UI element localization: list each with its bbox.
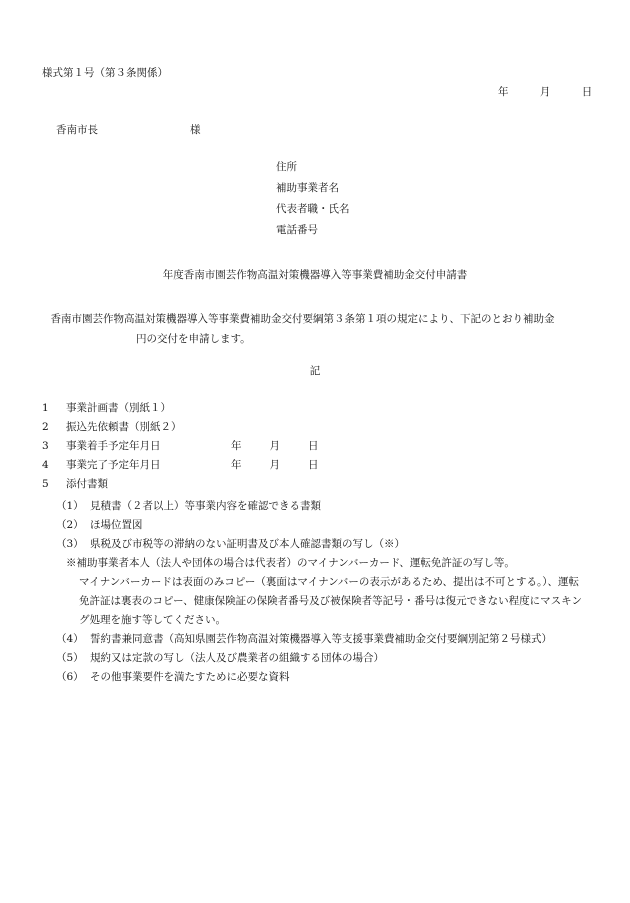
end-day-label: 日 bbox=[308, 459, 319, 471]
start-year-label: 年 bbox=[231, 440, 242, 452]
item-label: 振込先依頼書（別紙２） bbox=[66, 421, 182, 433]
item-label: 事業完了予定年月日 bbox=[66, 459, 161, 471]
addressee bbox=[56, 125, 201, 136]
attachment-text: ほ場位置図 bbox=[90, 519, 143, 531]
attachment-item bbox=[56, 535, 586, 554]
applicant-block bbox=[276, 162, 350, 246]
attachment-number: （2） bbox=[56, 519, 84, 531]
item-number: 4 bbox=[42, 459, 49, 471]
applicant-representative-label: 代表者職・氏名 bbox=[276, 203, 350, 215]
application-statement bbox=[40, 309, 587, 349]
attachment-item bbox=[56, 649, 586, 668]
note-body: マイナンバーカードは表面のみコピー（裏面はマイナンバーの表示があるため、提出は不可とする。）、運転免許証は裏表のコピー、健康保険証の保険者番号及び被保険者等記号・番号は復元できない程度にマスキング処理を施す等してください。 bbox=[79, 576, 583, 626]
document-title: 年度香南市園芸作物高温対策機器導入等事業費補助金交付申請書 bbox=[162, 269, 468, 281]
list-item bbox=[42, 440, 319, 460]
attachment-number: （5） bbox=[56, 652, 84, 664]
addressee-honorific: 様 bbox=[190, 124, 201, 136]
statement-part2: 円の交付を申請します。 bbox=[136, 333, 251, 345]
list-item bbox=[42, 422, 182, 441]
item-number: 3 bbox=[42, 440, 49, 452]
item-label: 事業計画書（別紙１） bbox=[66, 402, 171, 414]
item-number: 2 bbox=[42, 421, 49, 433]
attachment-number: （1） bbox=[56, 500, 84, 512]
applicant-phone-label: 電話番号 bbox=[276, 224, 318, 236]
start-day-label: 日 bbox=[308, 440, 319, 452]
statement-part1: 香南市園芸作物高温対策機器導入等事業費補助金交付要綱第３条第１項の規定により、下記のとおり補助金 bbox=[50, 313, 555, 325]
applicant-address-label: 住所 bbox=[276, 161, 297, 173]
end-month-label: 月 bbox=[269, 459, 280, 471]
ki-heading: 記 bbox=[309, 365, 321, 377]
attachment-number: （4） bbox=[56, 633, 84, 645]
attachment-number: （3） bbox=[56, 538, 84, 550]
attachment-text: 誓約書兼同意書（高知県園芸作物高温対策機器導入等支援事業費補助金交付要綱別記第２号様式） bbox=[90, 633, 552, 645]
date-fields bbox=[498, 87, 592, 98]
list-item bbox=[42, 459, 319, 479]
item-number: 1 bbox=[42, 402, 49, 414]
attachment-number: （6） bbox=[56, 671, 84, 683]
note-first-line: ※補助事業者本人（法人や団体の場合は代表者）のマイナンバーカード、運転免許証の写し等。 bbox=[66, 557, 515, 569]
attachment-list bbox=[56, 497, 586, 687]
id-document-note bbox=[56, 554, 586, 630]
attachment-text: その他事業要件を満たすために必要な資料 bbox=[90, 671, 290, 683]
form-number: 様式第１号（第３条関係） bbox=[42, 67, 168, 79]
item-list bbox=[42, 402, 319, 498]
start-month-label: 月 bbox=[269, 440, 280, 452]
date-month-label: 月 bbox=[539, 86, 551, 98]
end-date-fields bbox=[231, 460, 347, 471]
applicant-business-name-label: 補助事業者名 bbox=[276, 182, 339, 194]
attachment-item bbox=[56, 630, 586, 649]
list-item bbox=[42, 403, 182, 422]
addressee-name: 香南市長 bbox=[56, 124, 98, 136]
attachment-item bbox=[56, 497, 586, 516]
date-year-label: 年 bbox=[498, 86, 509, 98]
list-item bbox=[42, 479, 182, 498]
item-number: 5 bbox=[42, 478, 49, 490]
start-date-fields bbox=[231, 441, 347, 452]
attachment-text: 見積書（２者以上）等事業内容を確認できる書類 bbox=[90, 500, 321, 512]
end-year-label: 年 bbox=[231, 459, 242, 471]
attachment-item bbox=[56, 668, 586, 687]
attachment-text: 県税及び市税等の滞納のない証明書及び本人確認書類の写し（※） bbox=[90, 538, 405, 550]
item-label: 添付書類 bbox=[66, 478, 108, 490]
attachment-text: 規約又は定款の写し（法人及び農業者の組織する団体の場合） bbox=[90, 652, 384, 664]
item-label: 事業着手予定年月日 bbox=[66, 440, 161, 452]
date-day-label: 日 bbox=[581, 86, 593, 98]
attachment-item bbox=[56, 516, 586, 535]
